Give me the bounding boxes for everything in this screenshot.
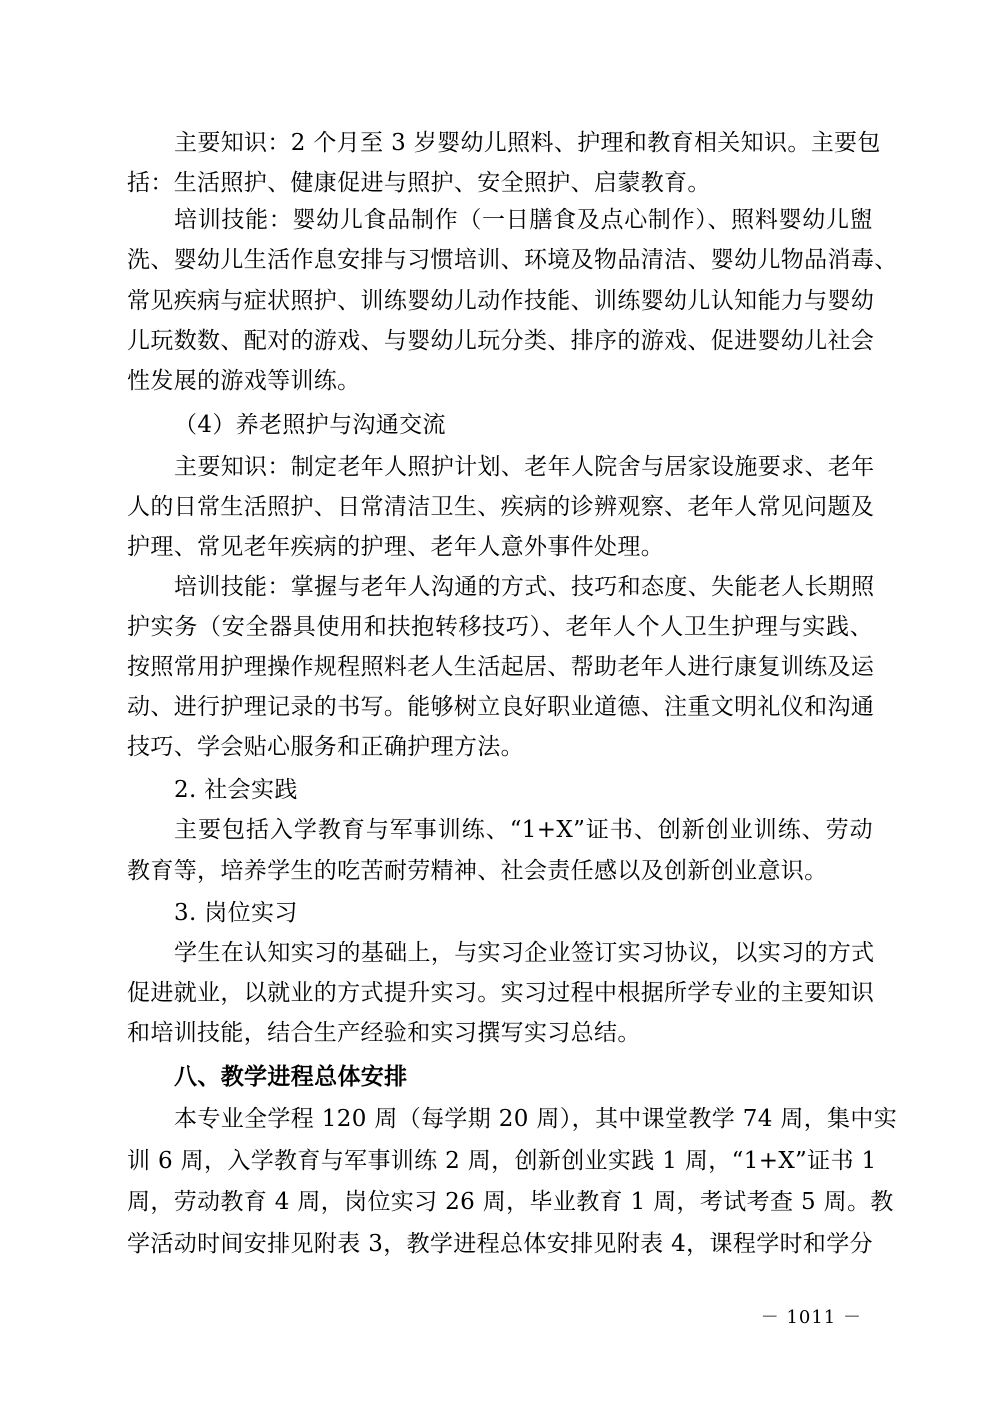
section-heading: 3. 岗位实习 — [174, 900, 298, 926]
subsection-heading: （4）养老照护与沟通交流 — [174, 412, 446, 438]
paragraph-line: 按照常用护理操作规程照料老人生活起居、帮助老年人进行康复训练及运 — [127, 654, 875, 680]
paragraph-line: 性发展的游戏等训练。 — [127, 368, 361, 394]
paragraph-line: 儿玩数数、配对的游戏、与婴幼儿玩分类、排序的游戏、促进婴幼儿社会 — [127, 328, 875, 354]
paragraph-line: 教育等，培养学生的吃苦耐劳精神、社会责任感以及创新创业意识。 — [127, 858, 828, 884]
paragraph-line: 和培训技能，结合生产经验和实习撰写实习总结。 — [127, 1020, 641, 1046]
paragraph-line: 主要包括入学教育与军事训练、“1+X”证书、创新创业训练、劳动 — [174, 817, 873, 843]
paragraph-line: 培训技能：婴幼儿食品制作（一日膳食及点心制作）、照料婴幼儿盥 — [174, 207, 873, 233]
paragraph-line: 洗、婴幼儿生活作息安排与习惯培训、环境及物品清洁、婴幼儿物品消毒、 — [127, 247, 898, 273]
chapter-heading: 八、教学进程总体安排 — [174, 1064, 408, 1090]
paragraph-line: 常见疾病与症状照护、训练婴幼儿动作技能、训练婴幼儿认知能力与婴幼 — [127, 288, 875, 314]
paragraph-line: 训 6 周，入学教育与军事训练 2 周，创新创业实践 1 周，“1+X”证书 1 — [127, 1148, 877, 1174]
paragraph-line: 括：生活照护、健康促进与照护、安全照护、启蒙教育。 — [127, 170, 711, 196]
paragraph-line: 技巧、学会贴心服务和正确护理方法。 — [127, 734, 524, 760]
paragraph-line: 本专业全学程 120 周（每学期 20 周），其中课堂教学 74 周，集中实 — [174, 1106, 898, 1132]
paragraph-line: 主要知识：制定老年人照护计划、老年人院舍与居家设施要求、老年 — [174, 454, 875, 480]
page-number: － 1011 － — [760, 1307, 862, 1328]
paragraph-line: 人的日常生活照护、日常清洁卫生、疾病的诊辨观察、老年人常见问题及 — [127, 494, 875, 520]
paragraph-line: 培训技能：掌握与老年人沟通的方式、技巧和态度、失能老人长期照 — [174, 574, 875, 600]
paragraph-line: 主要知识：2 个月至 3 岁婴幼儿照料、护理和教育相关知识。主要包 — [174, 130, 881, 156]
section-heading: 2. 社会实践 — [174, 777, 298, 803]
paragraph-line: 学生在认知实习的基础上，与实习企业签订实习协议，以实习的方式 — [174, 940, 875, 966]
paragraph-line: 学活动时间安排见附表 3，教学进程总体安排见附表 4，课程学时和学分 — [127, 1231, 873, 1257]
paragraph-line: 促进就业，以就业的方式提升实习。实习过程中根据所学专业的主要知识 — [127, 980, 875, 1006]
paragraph-line: 周，劳动教育 4 周，岗位实习 26 周，毕业教育 1 周，考试考查 5 周。教 — [127, 1189, 894, 1215]
paragraph-line: 护实务（安全器具使用和扶抱转移技巧）、老年人个人卫生护理与实践、 — [127, 614, 873, 640]
paragraph-line: 动、进行护理记录的书写。能够树立良好职业道德、注重文明礼仪和沟通 — [127, 694, 875, 720]
paragraph-line: 护理、常见老年疾病的护理、老年人意外事件处理。 — [127, 534, 665, 560]
